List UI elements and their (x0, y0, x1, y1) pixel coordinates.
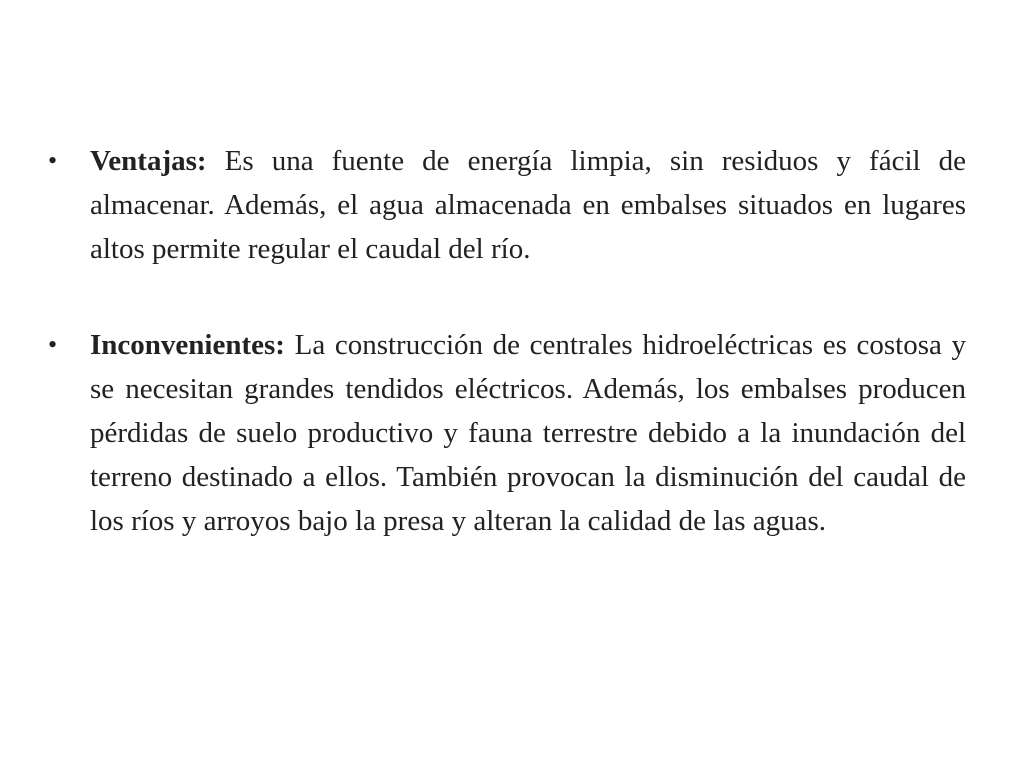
bullet-text-ventajas: Es una fuente de energía limpia, sin residuos y fácil de almacenar. Además, el agua almacenada en embalses situados en lugares altos permite regular el caudal del río. (90, 145, 967, 265)
bullet-ventajas (48, 139, 966, 271)
bullet-text-inconvenientes: La construcción de centrales hidroeléctricas es costosa y se necesitan grandes tendidos eléctricos. Además, los embalses producen pérdidas de suelo productivo y fauna terrestre debido a la inundación del terreno destinado a ellos. También provocan la disminución del caudal de los ríos y arroyos bajo la presa y alteran la calidad de las aguas. (90, 329, 967, 537)
bullet-title-inconvenientes: Inconvenientes: (90, 329, 285, 361)
bullet-marker: • (48, 330, 58, 359)
bullet-marker: • (48, 146, 58, 175)
bullet-inconvenientes (48, 323, 966, 543)
bullet-list (48, 139, 966, 543)
bullet-title-ventajas: Ventajas: (90, 145, 207, 177)
